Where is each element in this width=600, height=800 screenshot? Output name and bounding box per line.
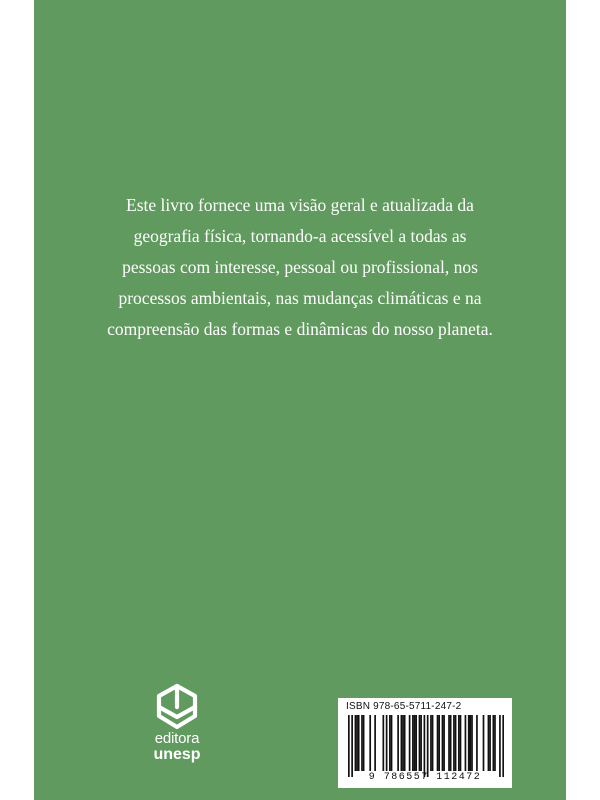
barcode-bar [369,715,371,771]
isbn-label: ISBN 978-65-5711-247-2 [346,701,462,712]
barcode-bar [424,715,426,777]
barcode-bar [419,715,421,771]
blurb-line: Este livro fornece uma visão geral e atualizada da [126,195,474,215]
barcode-bar [430,715,432,771]
barcode-bar [415,715,417,771]
barcode-bar [401,715,403,771]
blurb-line: pessoas com interesse, pessoal ou profissional, nos [122,257,478,277]
barcode-bar [455,715,457,771]
blurb-line: compreensão das formas e dinâmicas do nosso planeta. [107,319,493,339]
back-cover-blurb [34,190,566,345]
barcode-bar [458,715,460,771]
barcode-bar [494,715,496,771]
barcode-bar [414,715,416,771]
barcode-bar [389,715,391,771]
barcode-bar [453,715,455,771]
barcode-bar [402,715,404,771]
barcode-bar [499,715,501,777]
blurb-line: processos ambientais, nas mudanças climáticas e na [118,288,482,308]
barcode-bar [470,715,472,771]
barcode-bar [397,715,399,771]
barcode-bar [391,715,393,771]
barcode-bar [404,715,406,771]
book-back-cover [34,0,566,800]
barcode-bar [412,715,414,771]
barcode-bar [348,715,350,777]
publisher-name-line1: editora [154,730,200,747]
barcode-digits: 9 786557 112472 [368,772,482,783]
barcode-bar [363,715,365,771]
publisher-logo [144,683,214,773]
barcode-bar [442,715,444,771]
barcode-bar [382,715,384,771]
barcode-bar [432,715,434,771]
barcode-bar [361,715,363,771]
barcode-bar [468,715,470,771]
barcode-bar [427,715,429,777]
barcode-bar [502,715,504,777]
barcode-bar [460,715,462,771]
barcode-bar [437,715,439,771]
barcode-bar [356,715,358,771]
barcode-bar [493,715,495,771]
blurb-line: geografia física, tornando-a acessível a todas as [133,226,467,246]
barcode-bar [386,715,388,771]
barcode-bar [448,715,450,771]
barcode-bar [471,715,473,771]
barcode-bar [489,715,491,771]
barcode-bar [488,715,490,771]
isbn-barcode [338,698,512,788]
barcode-bar [351,715,353,777]
barcode-bar [438,715,440,771]
barcode-bars [348,715,504,777]
barcode-bar [358,715,360,771]
barcode-bar [476,715,478,771]
barcode-bar [483,715,485,771]
open-book-icon [154,683,200,731]
publisher-name-line2: unesp [153,746,201,763]
barcode-bar [374,715,376,771]
barcode-bar [420,715,422,771]
barcode-bar [409,715,411,771]
barcode-bar [450,715,452,771]
barcode-bar [465,715,467,771]
barcode-bar [355,715,357,771]
barcode-bar [443,715,445,771]
